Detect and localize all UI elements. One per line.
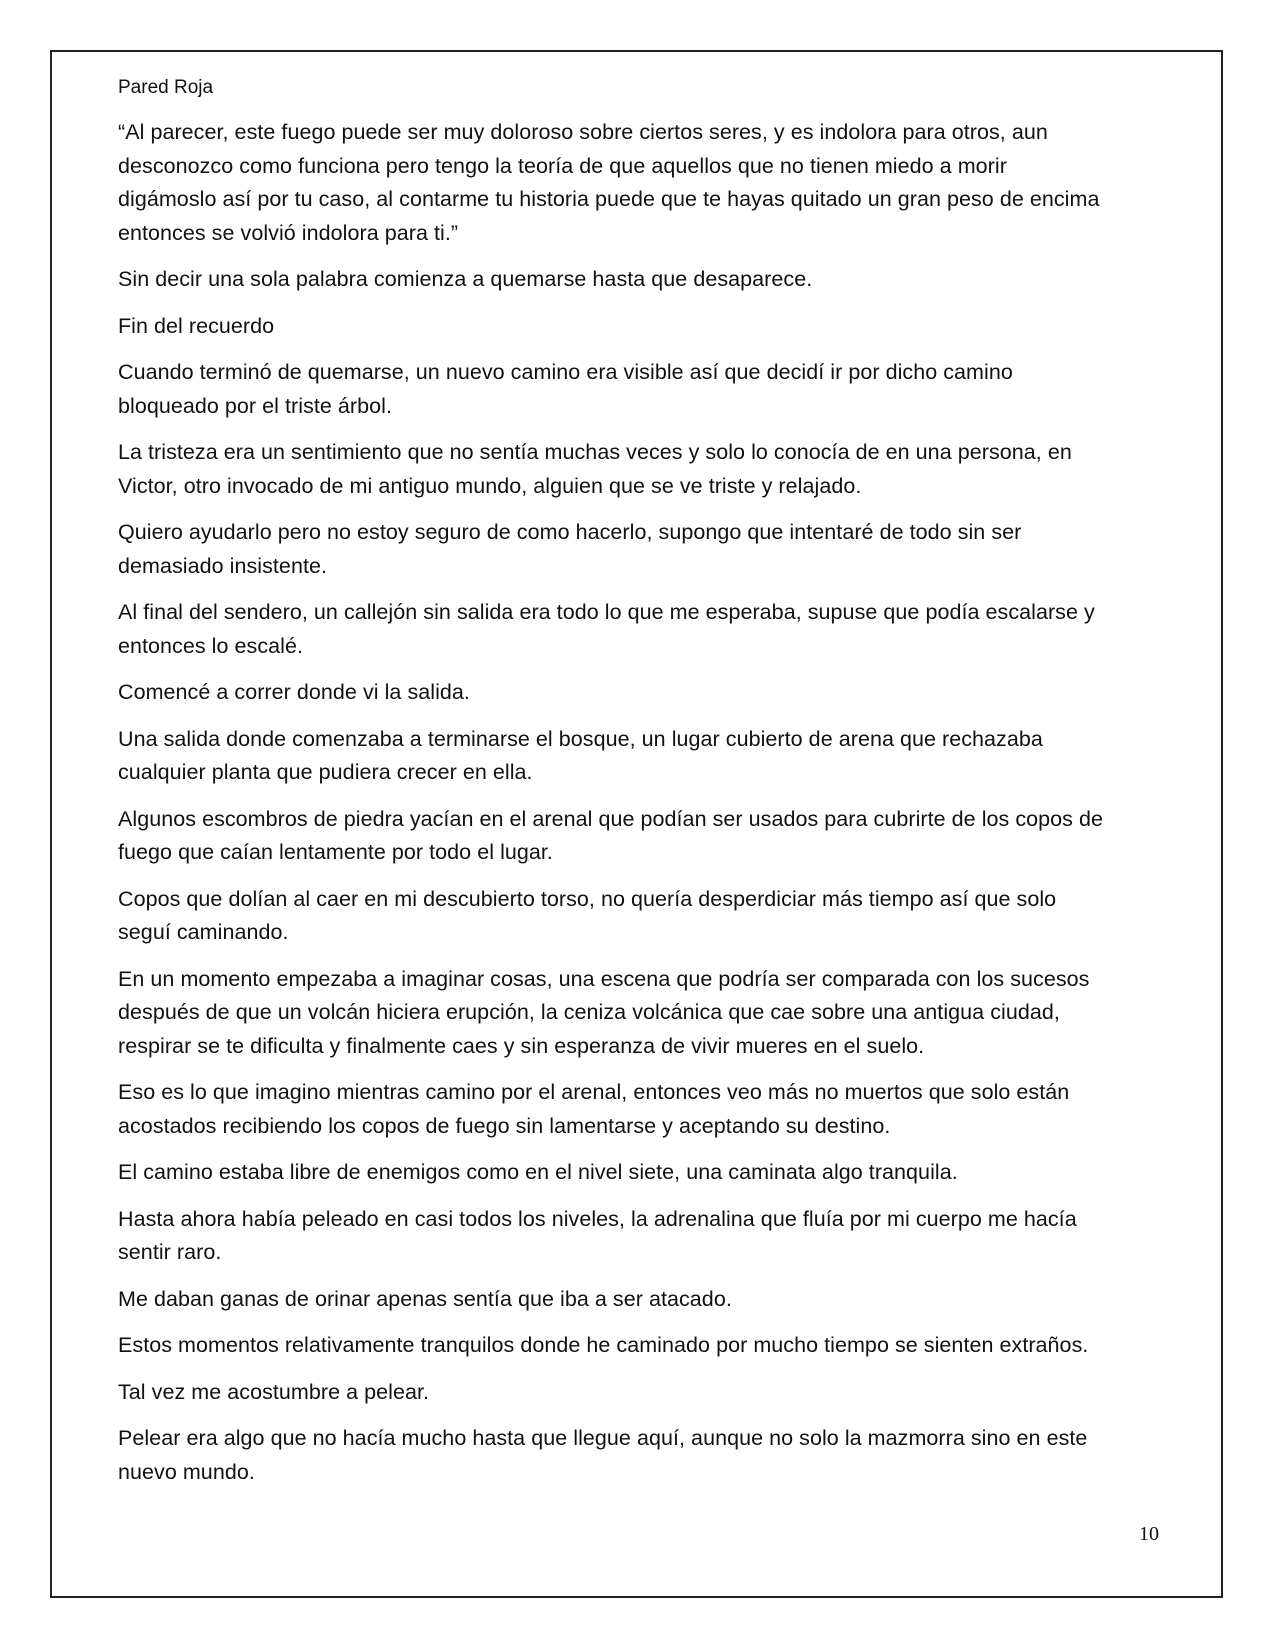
paragraph-line: Quiero ayudarlo pero no estoy seguro de como hacerlo, supongo que intentaré de todo sin ser xyxy=(118,520,1022,544)
paragraph-line: Comencé a correr donde vi la salida. xyxy=(118,680,470,704)
paragraph xyxy=(118,1203,1158,1270)
paragraph-line: El camino estaba libre de enemigos como en el nivel siete, una caminata algo tranquila. xyxy=(118,1160,958,1184)
paragraph-line: Copos que dolían al caer en mi descubierto torso, no quería desperdiciar más tiempo así que solo xyxy=(118,886,1057,911)
paragraph xyxy=(118,1156,1158,1190)
paragraph-line: acostados recibiendo los copos de fuego sin lamentarse y aceptando su destino. xyxy=(118,1113,891,1138)
paragraph xyxy=(118,723,1158,790)
paragraph-line: entonces lo escalé. xyxy=(118,633,304,658)
paragraph-line: Me daban ganas de orinar apenas sentía que iba a ser atacado. xyxy=(118,1286,732,1311)
paragraph-line: Algunos escombros de piedra yacían en el arenal que podían ser usados para cubrirte de los copos de xyxy=(118,806,1104,831)
paragraph-line: entonces se volvió indolora para ti.” xyxy=(118,220,459,245)
paragraph-line: Eso es lo que imagino mientras camino por el arenal, entonces veo más no muertos que solo están xyxy=(118,1080,1070,1104)
paragraph-line: Victor, otro invocado de mi antiguo mundo, alguien que se ve triste y relajado. xyxy=(118,473,862,498)
paragraph-line: Sin decir una sola palabra comienza a quemarse hasta que desaparece. xyxy=(118,267,813,291)
paragraph-line: nuevo mundo. xyxy=(118,1459,255,1484)
paragraph-line: sentir raro. xyxy=(118,1240,222,1264)
paragraph-line: Al final del sendero, un callejón sin salida era todo lo que me esperaba, supuse que podía escalarse y xyxy=(118,600,1095,624)
paragraph-line: Fin del recuerdo xyxy=(118,313,275,338)
paragraph-line: fuego que caían lentamente por todo el lugar. xyxy=(118,840,553,864)
paragraph xyxy=(118,676,1158,710)
paragraph xyxy=(118,1329,1158,1363)
paragraph xyxy=(118,263,1158,297)
paragraph-line: Hasta ahora había peleado en casi todos los niveles, la adrenalina que fluía por mi cuerpo me hacía xyxy=(118,1206,1077,1231)
paragraph-line: La tristeza era un sentimiento que no sentía muchas veces y solo lo conocía de en una persona, en xyxy=(118,440,1072,464)
paragraph xyxy=(118,310,1158,344)
paragraph-line: respirar se te dificulta y finalmente caes y sin esperanza de vivir mueres en el suelo. xyxy=(118,1033,925,1058)
paragraph xyxy=(118,1076,1158,1143)
paragraph-line: después de que un volcán hiciera erupción, la ceniza volcánica que cae sobre una antigua ciudad, xyxy=(118,1000,1060,1024)
page-header: Pared Roja xyxy=(118,77,214,98)
paragraph-line: Tal vez me acostumbre a pelear. xyxy=(118,1379,430,1404)
paragraph xyxy=(118,356,1158,423)
paragraph-line: Estos momentos relativamente tranquilos donde he caminado por mucho tiempo se sienten extraños. xyxy=(118,1333,1089,1357)
paragraph-line: Pelear era algo que no hacía mucho hasta que llegue aquí, aunque no solo la mazmorra sino en este xyxy=(118,1426,1088,1450)
paragraph-line: seguí caminando. xyxy=(118,920,289,944)
paragraph-line: En un momento empezaba a imaginar cosas, una escena que podría ser comparada con los sucesos xyxy=(118,966,1090,991)
page-number: 10 xyxy=(1139,1523,1159,1545)
paragraph xyxy=(118,1422,1158,1489)
paragraph-line: Cuando terminó de quemarse, un nuevo camino era visible así que decidí ir por dicho camino xyxy=(118,360,1013,384)
paragraph xyxy=(118,116,1158,250)
paragraph-line: cualquier planta que pudiera crecer en ella. xyxy=(118,760,533,784)
paragraph xyxy=(118,436,1158,503)
paragraph xyxy=(118,963,1158,1064)
paragraph-line: “Al parecer, este fuego puede ser muy doloroso sobre ciertos seres, y es indolora para otros, aun xyxy=(118,120,1048,144)
paragraph xyxy=(118,803,1158,870)
paragraph-line: demasiado insistente. xyxy=(118,553,328,578)
paragraph-line: Una salida donde comenzaba a terminarse el bosque, un lugar cubierto de arena que rechazaba xyxy=(118,726,1043,751)
paragraph-line: digámoslo así por tu caso, al contarme tu historia puede que te hayas quitado un gran peso de encima xyxy=(118,187,1100,211)
paragraph xyxy=(118,596,1158,663)
paragraph-line: desconozco como funciona pero tengo la teoría de que aquellos que no tienen miedo a morir xyxy=(118,153,1007,178)
paragraph xyxy=(118,1376,1158,1410)
paragraph xyxy=(118,1283,1158,1317)
paragraph xyxy=(118,883,1158,950)
body-text xyxy=(118,116,1158,1502)
paragraph xyxy=(118,516,1158,583)
paragraph-line: bloqueado por el triste árbol. xyxy=(118,393,393,418)
